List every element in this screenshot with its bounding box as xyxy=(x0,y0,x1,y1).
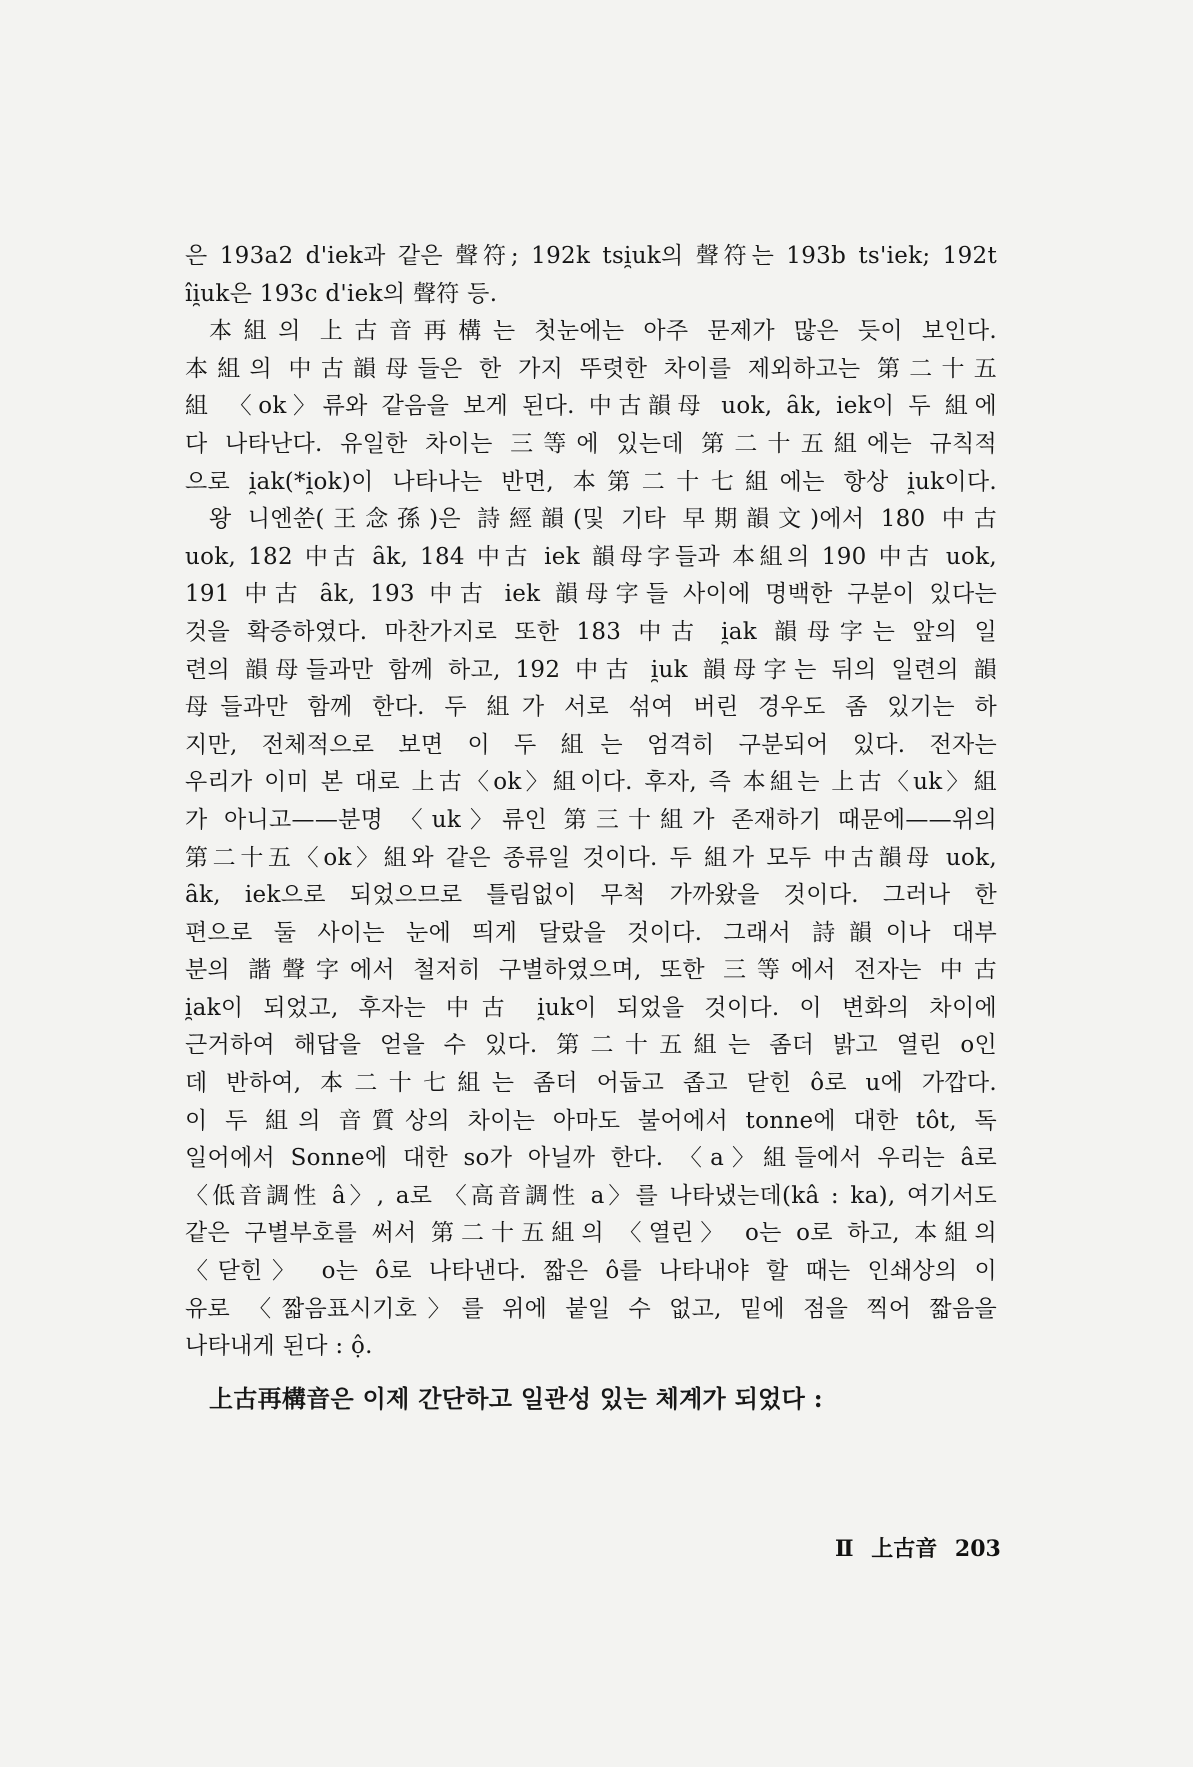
text-line: 本組의 上古音再構는 첫눈에는 아주 문제가 많은 듯이 보인다. xyxy=(209,318,997,345)
text-line: 근거하여 해답을 얻을 수 있다. 第二十五組는 좀더 밝고 열린 o인 xyxy=(185,1032,997,1059)
text-line: 편으로 둘 사이는 눈에 띄게 달랐을 것이다. 그래서 詩韻이나 대부 xyxy=(185,919,997,946)
page-footer xyxy=(835,1532,1011,1563)
text-line: uok, 182 中古 ȃk, 184 中古 iek 韻母字들과 本組의 190 中古 uok, xyxy=(185,543,997,570)
text-line: 上古再構音은 이제 간단하고 일관성 있는 체계가 되었다 : xyxy=(209,1383,823,1413)
text-line: 같은 구별부호를 써서 第二十五組의 〈열린〉 o는 o로 하고, 本組의 xyxy=(185,1220,997,1247)
text-line: 유로 〈짧음표시기호〉를 위에 붙일 수 없고, 밑에 점을 찍어 짧음을 xyxy=(185,1295,997,1322)
text-line: 우리가 이미 본 대로 上古〈ok〉組이다. 후자, 즉 本組는 上古〈uk〉組 xyxy=(185,769,997,796)
text-line: 第二十五〈ok〉組와 같은 종류일 것이다. 두 組가 모두 中古韻母 uok, xyxy=(185,844,997,871)
text-line: i̯ak이 되었고, 후자는 中古 i̯uk이 되었을 것이다. 이 변화의 차이에 xyxy=(185,994,997,1021)
text-line: ȃk, iek으로 되었으므로 틀림없이 무척 가까왔을 것이다. 그러나 한 xyxy=(185,882,997,909)
text-line: 왕 니엔쑨(王念孫)은 詩經韻(및 기타 早期韻文)에서 180 中古 xyxy=(209,506,997,533)
text-line: 지만, 전체적으로 보면 이 두 組는 엄격히 구분되어 있다. 전자는 xyxy=(185,731,997,758)
text-line: 데 반하여, 本二十七組는 좀더 어둡고 좁고 닫힌 ô로 u에 가깝다. xyxy=(185,1070,997,1097)
text-line: îi̯uk은 193c d'iek의 聲符 등. xyxy=(185,280,498,307)
text-line: 191 中古 ȃk, 193 中古 iek 韻母字들 사이에 명백한 구분이 있다는 xyxy=(185,581,997,608)
text-line: 이 두 組의 音質상의 차이는 아마도 불어에서 tonne에 대한 tôt, 독 xyxy=(185,1107,997,1134)
text-line: 나타내게 된다 : ộ. xyxy=(185,1333,373,1360)
text-line: 것을 확증하였다. 마찬가지로 또한 183 中古 i̯ak 韻母字는 앞의 일 xyxy=(185,618,997,645)
text-line: 가 아니고——분명 〈uk〉류인 第三十組가 존재하기 때문에——위의 xyxy=(185,806,997,833)
text-line: 〈닫힌〉 o는 ô로 나타낸다. 짧은 ô를 나타내야 할 때는 인쇄상의 이 xyxy=(185,1258,997,1285)
text-line: 분의 諧聲字에서 철저히 구별하였으며, 또한 三等에서 전자는 中古 xyxy=(185,957,997,984)
text-line: 은 193a2 d'iek과 같은 聲符; 192k tsi̯uk의 聲符는 193b ts'iek; 192t xyxy=(185,243,997,269)
text-line: 〈低音調性 â〉, a로 〈高音調性 a〉를 나타냈는데(kâ : ka), 여기서도 xyxy=(185,1182,997,1209)
text-line: 으로 i̯ak(*i̯ok)이 나타나는 반면, 本第二十七組에는 항상 i̯uk이다. xyxy=(185,468,997,495)
text-line: 일어에서 Sonne에 대한 so가 아닐까 한다. 〈a〉組들에서 우리는 â로 xyxy=(185,1145,997,1172)
body-text xyxy=(185,238,997,1417)
page-number: 203 xyxy=(954,1536,1001,1562)
text-line: 련의 韻母들과만 함께 하고, 192 中古 i̯uk 韻母字는 뒤의 일련의 韻 xyxy=(185,656,997,683)
section-number: Ⅱ xyxy=(835,1536,854,1562)
text-line: 本組의 中古韻母들은 한 가지 뚜렷한 차이를 제외하고는 第二十五 xyxy=(185,355,997,382)
text-line: 母들과만 함께 한다. 두 組가 서로 섞여 버린 경우도 좀 있기는 하 xyxy=(185,694,997,721)
running-title: 上古音 xyxy=(871,1536,938,1562)
text-line: 組 〈ok〉류와 같음을 보게 된다. 中古韻母 uok, ȃk, iek이 두 組에 xyxy=(185,393,997,420)
text-line: 다 나타난다. 유일한 차이는 三等에 있는데 第二十五組에는 규칙적 xyxy=(185,430,997,457)
